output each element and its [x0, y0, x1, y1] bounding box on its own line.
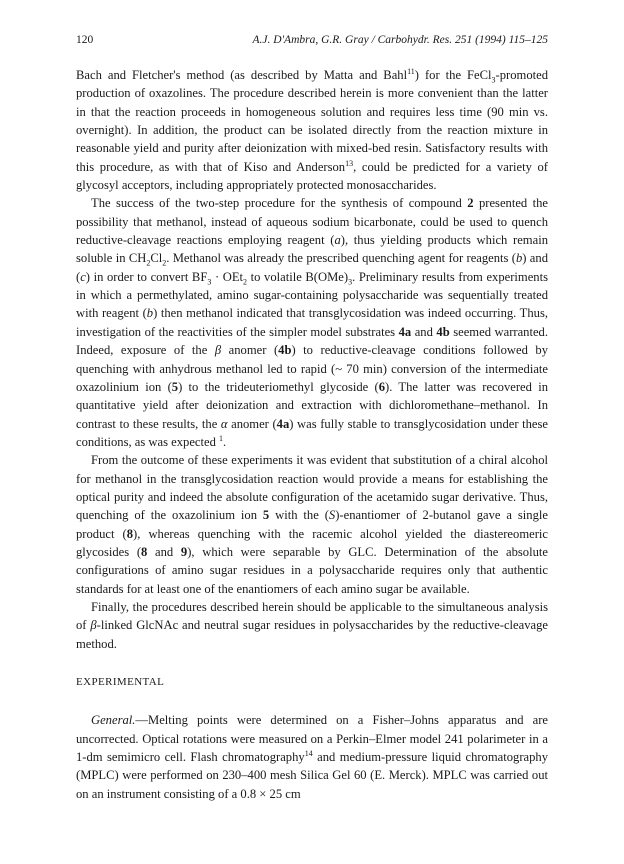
text-run: . Methanol was already the prescribed quenching agent for reagents ( — [166, 251, 516, 266]
text-run: with the ( — [269, 508, 329, 523]
superscript: 13 — [345, 158, 354, 168]
text-run: ), which were separable by GLC. Determination of the absolute configurations of amino sugar residues in a polysaccharide requires only that authentic standards for at least one of the enantiomers of each amino sugar be available. — [76, 544, 548, 596]
text-run: ) was fully stable to transglycosidation under these conditions, as was expected — [76, 416, 548, 449]
text-run: ), whereas quenching with the racemic alcohol yielded the diastereomeric glycosides ( — [76, 526, 548, 559]
subscript: 2 — [146, 258, 151, 268]
general-text — [76, 713, 548, 800]
running-head: A.J. D'Ambra, G.R. Gray / Carbohydr. Res. 251 (1994) 115–125 — [252, 34, 548, 46]
text-run: -linked GlcNAc and neutral sugar residues in polysaccharides by the reductive-cleavage method. — [76, 618, 549, 651]
text-run: · OEt — [211, 269, 244, 284]
italic-text: S — [328, 508, 336, 523]
compound-label: 4b — [436, 324, 450, 339]
section-heading: EXPERIMENTAL — [76, 676, 165, 688]
text-run: )-enantiomer of 2-butanol gave a single product ( — [76, 508, 548, 541]
compound-label: 4a — [276, 416, 290, 431]
text-run: From the outcome of these experiments it was evident that substitution of a chiral alcohol for methanol in the transglycosidation reaction would provide a means for establishing the optical purity and indeed the absolute configuration of the acetamido sugar derivative. Thus, quenching of the oxazolinium ion — [76, 453, 548, 523]
text-run: and medium-pressure liquid chromatography (MPLC) were performed on 230–400 mesh Silica Gel 60 (E. Merck). MPLC was carried out on an instrument consisting of a 0.8 × 25 cm — [76, 750, 549, 801]
article-body — [76, 66, 548, 803]
text-run: and — [147, 544, 181, 559]
text-run: and — [411, 324, 437, 339]
compound-label: 6 — [378, 379, 386, 394]
italic-text: c — [80, 269, 86, 284]
italic-text: β — [214, 343, 222, 358]
text-run: to volatile B(OMe) — [247, 269, 349, 284]
text-run: presented the possibility that methanol, instead of aqueous sodium bicarbonate, could be used to quench reductive-cleavage reactions employing reagent ( — [76, 196, 549, 248]
subscript: 3 — [348, 277, 353, 287]
text-run: ) to the trideuteriomethyl glycoside ( — [178, 379, 379, 394]
text-run: ) then methanol indicated that transglycosidation was indeed occurring. Thus, investigation of the reactivities of the simpler model substrates — [76, 306, 548, 339]
text-run: , could be predicted for a variety of glycosyl acceptors, including appropriately protected monosaccharides. — [76, 159, 548, 193]
text-run: —Melting points were determined on a Fisher–Johns apparatus and are uncorrected. Optical rotations were measured on a Perkin–Elmer model 241 polarimeter in a 1-dm semimicro cell. Flash chromatography — [76, 713, 548, 765]
superscript: 11 — [407, 66, 415, 76]
subscript: 3 — [491, 75, 496, 85]
compound-label: 8 — [141, 544, 148, 559]
italic-text: a — [334, 233, 341, 248]
page-header — [76, 34, 548, 50]
general-lead-in: General. — [91, 713, 136, 728]
compound-label: 4a — [398, 324, 412, 339]
body-paragraph — [76, 451, 548, 598]
compound-label: 9 — [180, 544, 188, 559]
text-run: The success of the two-step procedure for the synthesis of compound — [91, 196, 468, 211]
italic-text: b — [515, 251, 523, 266]
general-methods-paragraph — [76, 711, 548, 803]
text-run: anomer ( — [227, 416, 277, 431]
compound-label: 2 — [467, 196, 474, 211]
text-run: Cl — [150, 251, 163, 266]
text-run: ). The latter was recovered in quantitative yield after deionization and extraction with dichloromethane–methanol. In contrast to these results, the — [76, 379, 548, 431]
text-run: ) to reductive-cleavage conditions followed by quenching with anhydrous methanol led to rapid (~ 70 min) conversion of the intermediate oxazolinium ion ( — [76, 343, 548, 394]
compound-label: 4b — [278, 343, 292, 358]
text-run: ) and ( — [76, 251, 548, 284]
body-paragraph — [76, 194, 548, 451]
compound-label: 5 — [171, 379, 179, 394]
page-number: 120 — [76, 34, 94, 46]
superscript: 14 — [304, 748, 313, 758]
text-run: . Preliminary results from experiments in which a permethylated, amino sugar-containing polysaccharide was sequentially treated with reagent ( — [76, 269, 549, 321]
subscript: 2 — [243, 277, 248, 287]
italic-text: β — [90, 618, 97, 633]
italic-text: α — [220, 416, 228, 431]
text-run: ) for the FeCl — [414, 68, 492, 82]
text-run: Bach and Fletcher's method (as described by Matta and Bahl — [76, 68, 408, 82]
text-run: Finally, the procedures described herein should be applicable to the simultaneous analysis of — [76, 599, 548, 633]
text-run: -promoted production of oxazolines. The procedure described herein is more convenient than the latter in that the reaction proceeds in homogeneous solution and requires less time (90 min vs. overnight). In addition, the product can be isolated directly from the reaction mixture in reasonable yield and purity after deionization with mixed-bed resin. Satisfactory results with this procedure, as with that of Kiso and Anderson — [76, 68, 549, 174]
text-run: ), thus yielding products which remain soluble in CH — [76, 233, 548, 266]
body-paragraph — [76, 66, 548, 194]
text-run: seemed warranted. Indeed, exposure of the — [76, 324, 548, 358]
subscript: 3 — [207, 277, 212, 287]
superscript: 1 — [219, 433, 224, 443]
text-run: ) in order to convert BF — [85, 269, 208, 284]
compound-label: 8 — [126, 526, 134, 541]
italic-text: b — [146, 306, 154, 321]
subscript: 2 — [162, 258, 167, 268]
compound-label: 5 — [262, 508, 270, 523]
text-run: anomer ( — [221, 343, 279, 358]
body-paragraph — [76, 598, 548, 653]
text-run: . — [223, 434, 227, 449]
